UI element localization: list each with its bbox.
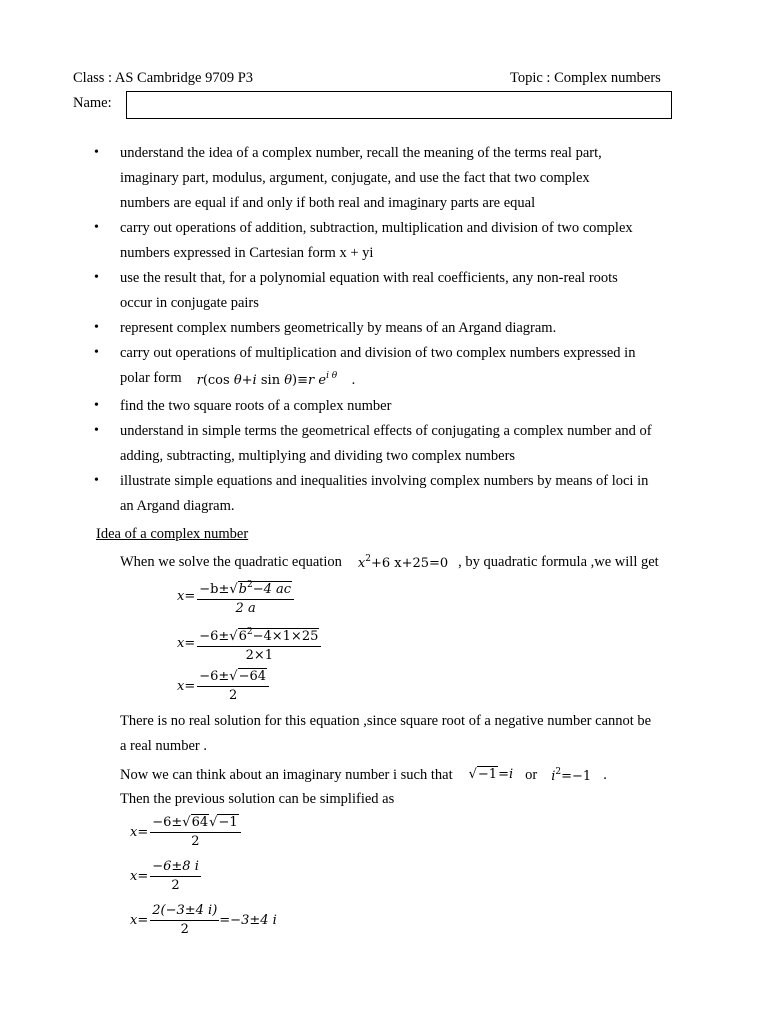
bullet-icon: • (94, 423, 99, 438)
name-input-box[interactable] (126, 91, 672, 119)
equation-final: x= $\frac{2(-3\pm 4 i)}{2}$ =−3±4 i (130, 903, 277, 937)
objective-item: understand in simple terms the geometrical effects of conjugating a complex number and of adding, subtracting, multiplying and dividing two complex numbers (120, 423, 652, 464)
bullet-icon: • (94, 345, 99, 360)
imaginary-definition-line: Now we can think about an imaginary number i such that √−1=i or $i^2=-1$ . (120, 766, 607, 784)
equation-split-root: x= $\frac{-6\pm√64√-1}{2}$ (130, 815, 241, 850)
bullet-icon: • (94, 398, 99, 413)
equation-negative-root: x= $\frac{-6\pm√-64}{2}$ (177, 669, 269, 704)
equation-substituted: x= $\frac{-6\pm√6^2-4\times 1\times 25}{2\times 1}$ (177, 624, 321, 664)
objective-item: carry out operations of addition, subtraction, multiplication and division of two complex numbers expressed in Cartesian form x + yi (120, 220, 633, 261)
equation-quadratic-formula: x= $\frac{-b\pm√b^2-4 ac}{2 a}$ (177, 577, 294, 617)
intro-line: When we solve the quadratic equation $x^2+6$ x+25=0 , by quadratic formula ,we will get (120, 551, 659, 572)
name-label: Name: (73, 95, 112, 111)
class-label: Class : AS Cambridge 9709 P3 (73, 70, 254, 86)
bullet-icon: • (94, 320, 99, 335)
objective-item: represent complex numbers geometrically by means of an Argand diagram. (120, 320, 557, 336)
objective-item: use the result that, for a polynomial equation with real coefficients, any non-real roots occur in conjugate pairs (120, 270, 618, 311)
bullet-icon: • (94, 270, 99, 285)
bullet-icon: • (94, 145, 99, 160)
topic-label: Topic : Complex numbers (510, 70, 661, 86)
no-real-solution-text: There is no real solution for this equation ,since square root of a negative number cannot be a real number . (120, 713, 652, 754)
bullet-icon: • (94, 220, 99, 235)
objective-item: find the two square roots of a complex number (120, 398, 392, 414)
section-title: Idea of a complex number (96, 526, 249, 542)
objective-item: illustrate simple equations and inequalities involving complex numbers by means of loci in an Argand diagram. (120, 473, 649, 514)
quadratic-equation: $x^2+6$ x+25=0 (357, 554, 449, 571)
objective-item: carry out operations of multiplication and division of two complex numbers expressed in polar form r(cos θ+i sin θ)≡r $e^{i \theta}$ . (120, 345, 636, 388)
bullet-icon: • (94, 473, 99, 488)
objective-item: understand the idea of a complex number, recall the meaning of the terms real part, imaginary part, modulus, argument, conjugate, and use the fact that two complex numbers are equal if and only if both real and imaginary parts are equal (120, 145, 602, 211)
simplify-text: Then the previous solution can be simplified as (120, 791, 395, 807)
polar-form-formula: r(cos θ+i sin θ)≡r $e^{i \theta}$ . (196, 371, 356, 388)
equation-imaginary: x= $\frac{-6\pm 8 i}{2}$ (130, 859, 199, 893)
